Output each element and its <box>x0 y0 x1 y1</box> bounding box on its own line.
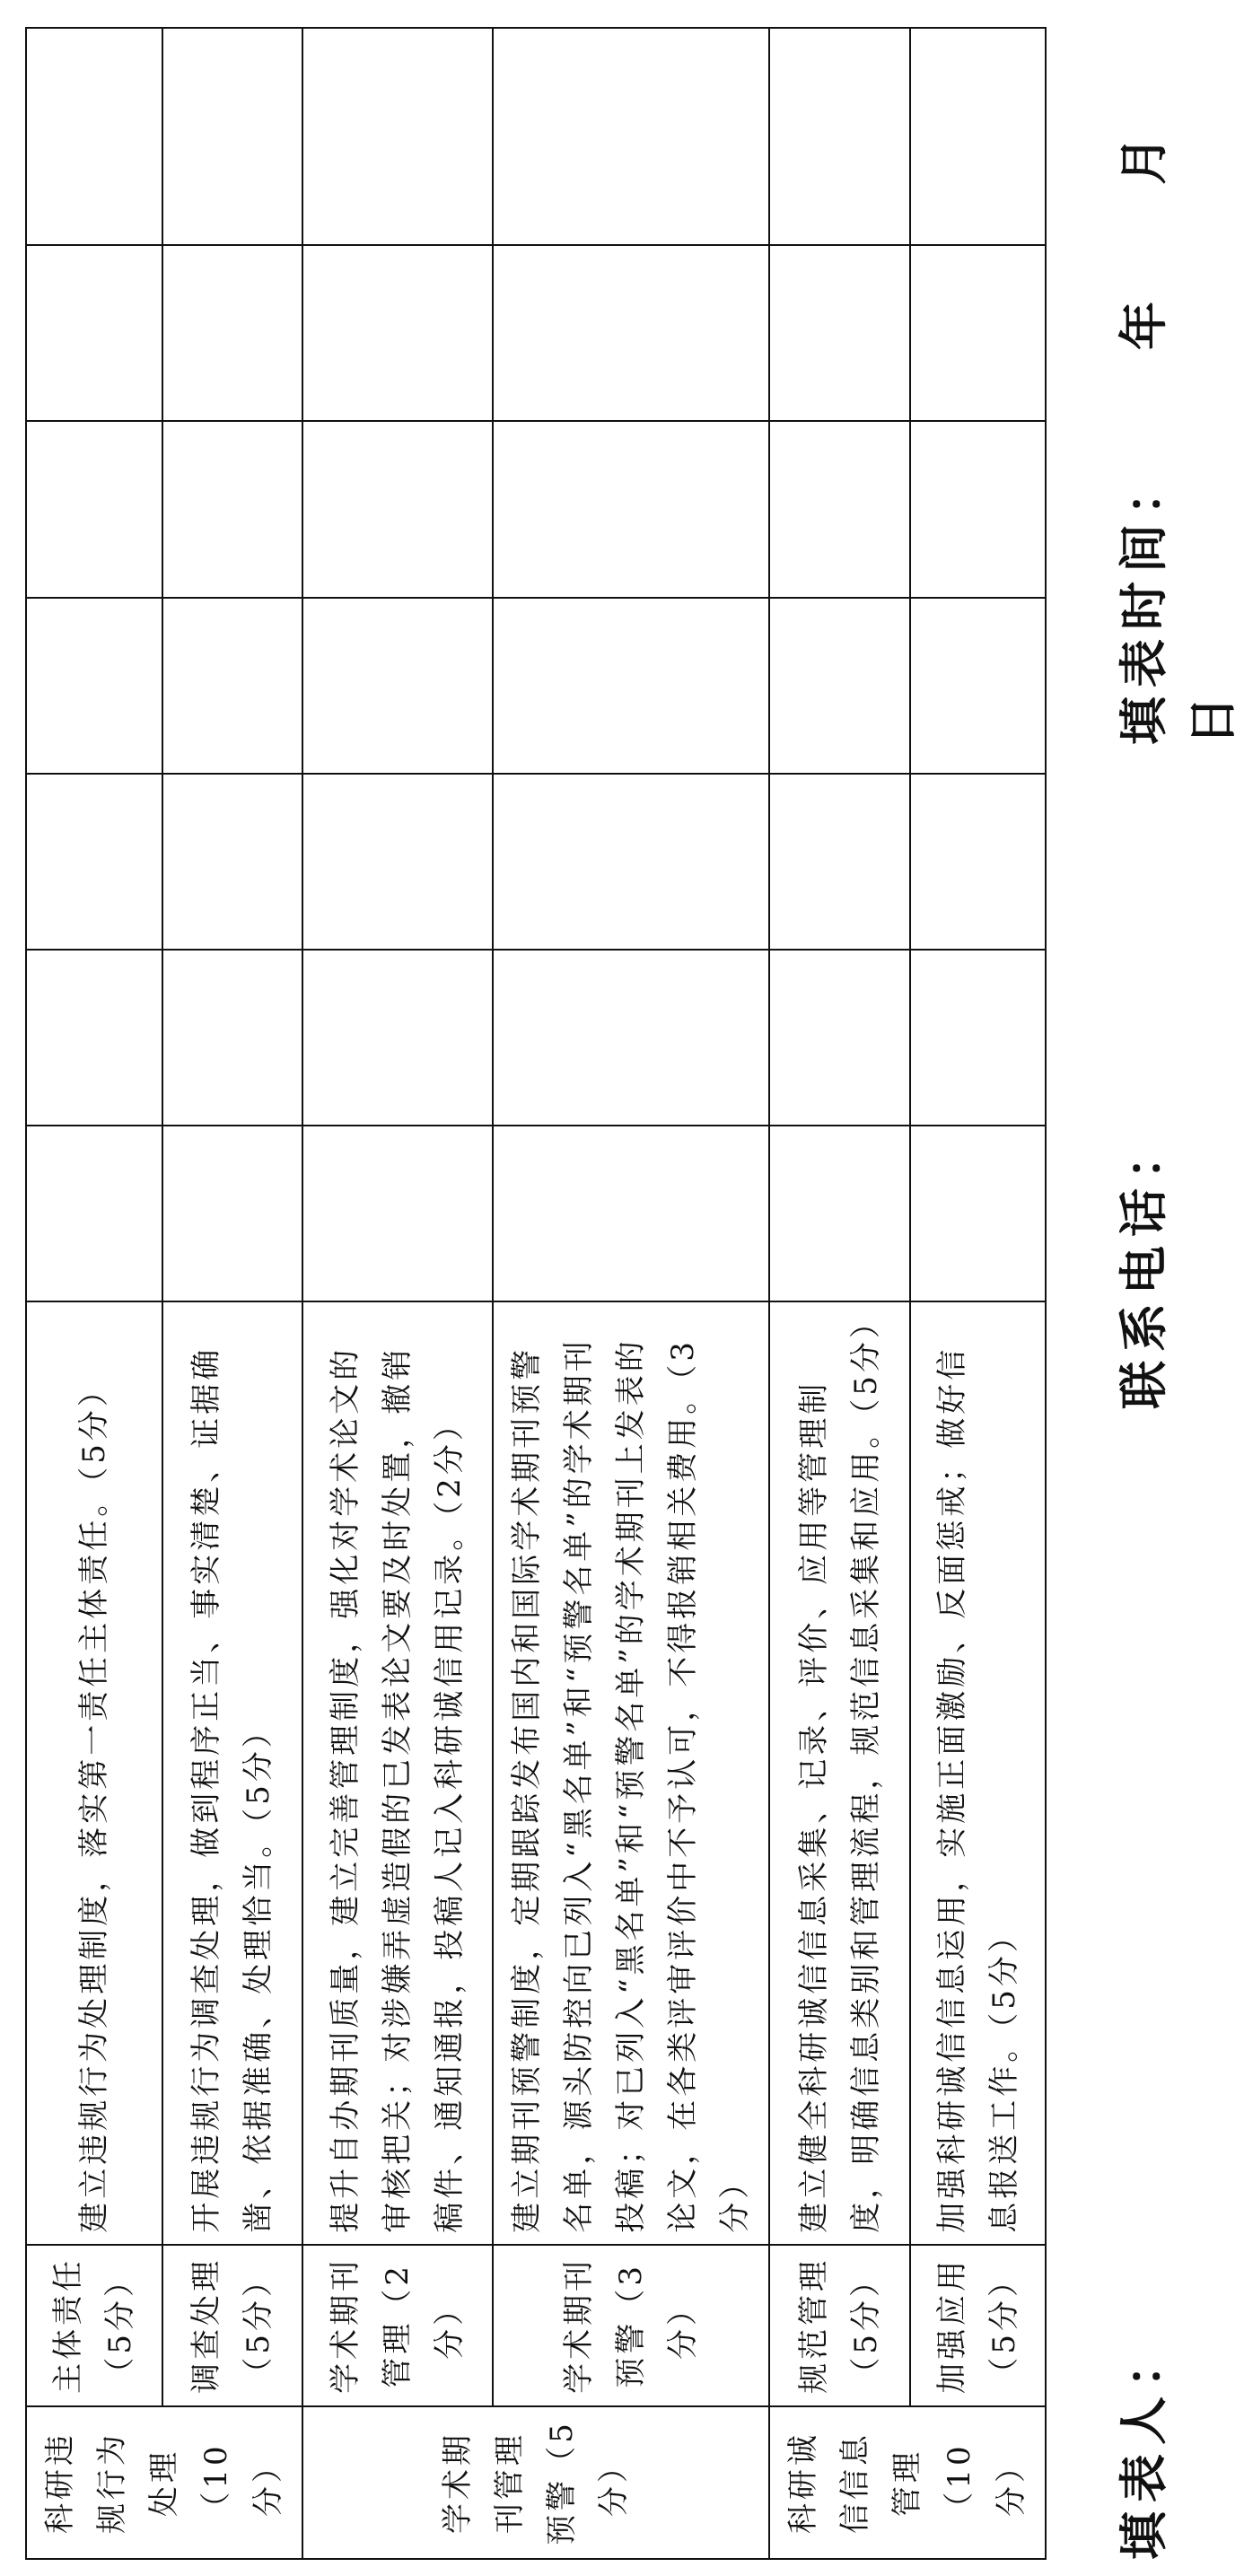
score-cell[interactable] <box>302 774 493 950</box>
table-row <box>26 28 162 2559</box>
subcategory-cell: 学术期刊预警（3分） <box>493 2245 769 2406</box>
subcategory-cell: 加强应用（5分） <box>910 2245 1046 2406</box>
category-cell: 学术期刊管理预警（5分） <box>302 2406 769 2559</box>
score-cell[interactable] <box>493 950 769 1126</box>
score-cell[interactable] <box>910 28 1046 245</box>
score-cell[interactable] <box>493 28 769 245</box>
score-cell[interactable] <box>26 421 162 597</box>
description-cell: 建立期刊预警制度，定期跟踪发布国内和国际学术期刊预警名单，源头防控向已列入“黑名单”和“预警名单”的学术期刊投稿；对已列入“黑名单”和“预警名单”的学术期刊上发表的论文，在各类评审评价中不予认可，不得报销相关费用。（3分） <box>493 1301 769 2245</box>
table-row <box>769 28 910 2559</box>
score-cell[interactable] <box>769 28 910 245</box>
score-cell[interactable] <box>302 28 493 245</box>
score-cell[interactable] <box>162 421 302 597</box>
phone-label: 联系电话： <box>1116 1122 1172 1409</box>
score-cell[interactable] <box>302 950 493 1126</box>
score-cell[interactable] <box>769 950 910 1126</box>
score-cell[interactable] <box>162 28 302 245</box>
description-cell: 开展违规行为调查处理，做到程序正当、事实清楚、证据确凿、依据准确、处理恰当。（5分） <box>162 1301 302 2245</box>
score-cell[interactable] <box>493 598 769 774</box>
evaluation-table <box>25 27 1047 2560</box>
score-cell[interactable] <box>910 421 1046 597</box>
year-label: 年 <box>1116 293 1172 350</box>
description-cell: 提升自办期刊质量，建立完善管理制度，强化对学术论文的审核把关；对涉嫌弄虚造假的已发表论文要及时处置，撤销稿件、通知通报，投稿人记入科研诚信用记录。（2分） <box>302 1301 493 2245</box>
category-cell: 科研诚信信息管理（10分） <box>769 2406 1046 2559</box>
score-cell[interactable] <box>26 950 162 1126</box>
score-cell[interactable] <box>26 245 162 421</box>
score-cell[interactable] <box>910 950 1046 1126</box>
table-row <box>910 28 1046 2559</box>
score-cell[interactable] <box>26 1126 162 1301</box>
description-cell: 加强科研诚信信息运用，实施正面激励、反面惩戒；做好信息报送工作。（5分） <box>910 1301 1046 2245</box>
score-cell[interactable] <box>162 1126 302 1301</box>
score-cell[interactable] <box>769 774 910 950</box>
score-cell[interactable] <box>493 421 769 597</box>
subcategory-cell: 学术期刊管理（2分） <box>302 2245 493 2406</box>
score-cell[interactable] <box>26 774 162 950</box>
score-cell[interactable] <box>162 950 302 1126</box>
score-cell[interactable] <box>302 598 493 774</box>
table-row <box>302 28 493 2559</box>
date-label: 填表时间： <box>1116 458 1172 745</box>
score-cell[interactable] <box>493 774 769 950</box>
description-cell: 建立健全科研诚信信息采集、记录、评价、应用等管理制度，明确信息类别和管理流程，规范信息采集和应用。（5分） <box>769 1301 910 2245</box>
description-cell: 建立违规行为处理制度，落实第一责任主体责任。（5分） <box>26 1301 162 2245</box>
score-cell[interactable] <box>769 598 910 774</box>
score-cell[interactable] <box>910 774 1046 950</box>
score-cell[interactable] <box>302 421 493 597</box>
score-cell[interactable] <box>910 245 1046 421</box>
subcategory-cell: 调查处理（5分） <box>162 2245 302 2406</box>
score-cell[interactable] <box>162 245 302 421</box>
table-row <box>162 28 302 2559</box>
filler-label: 填表人： <box>1116 2330 1172 2560</box>
score-cell[interactable] <box>769 245 910 421</box>
score-cell[interactable] <box>769 421 910 597</box>
score-cell[interactable] <box>910 1126 1046 1301</box>
subcategory-cell: 规范管理（5分） <box>769 2245 910 2406</box>
month-label: 月 <box>1116 127 1172 185</box>
score-cell[interactable] <box>910 598 1046 774</box>
category-cell: 科研违规行为处理（10分） <box>26 2406 302 2559</box>
table-body <box>26 28 1046 2559</box>
day-label: 日 <box>1185 688 1241 745</box>
score-cell[interactable] <box>162 598 302 774</box>
score-cell[interactable] <box>493 245 769 421</box>
score-cell[interactable] <box>302 245 493 421</box>
table-row <box>493 28 769 2559</box>
score-cell[interactable] <box>302 1126 493 1301</box>
score-cell[interactable] <box>493 1126 769 1301</box>
score-cell[interactable] <box>162 774 302 950</box>
score-cell[interactable] <box>769 1126 910 1301</box>
score-cell[interactable] <box>26 28 162 245</box>
score-cell[interactable] <box>26 598 162 774</box>
subcategory-cell: 主体责任（5分） <box>26 2245 162 2406</box>
date-field <box>1106 0 1244 745</box>
